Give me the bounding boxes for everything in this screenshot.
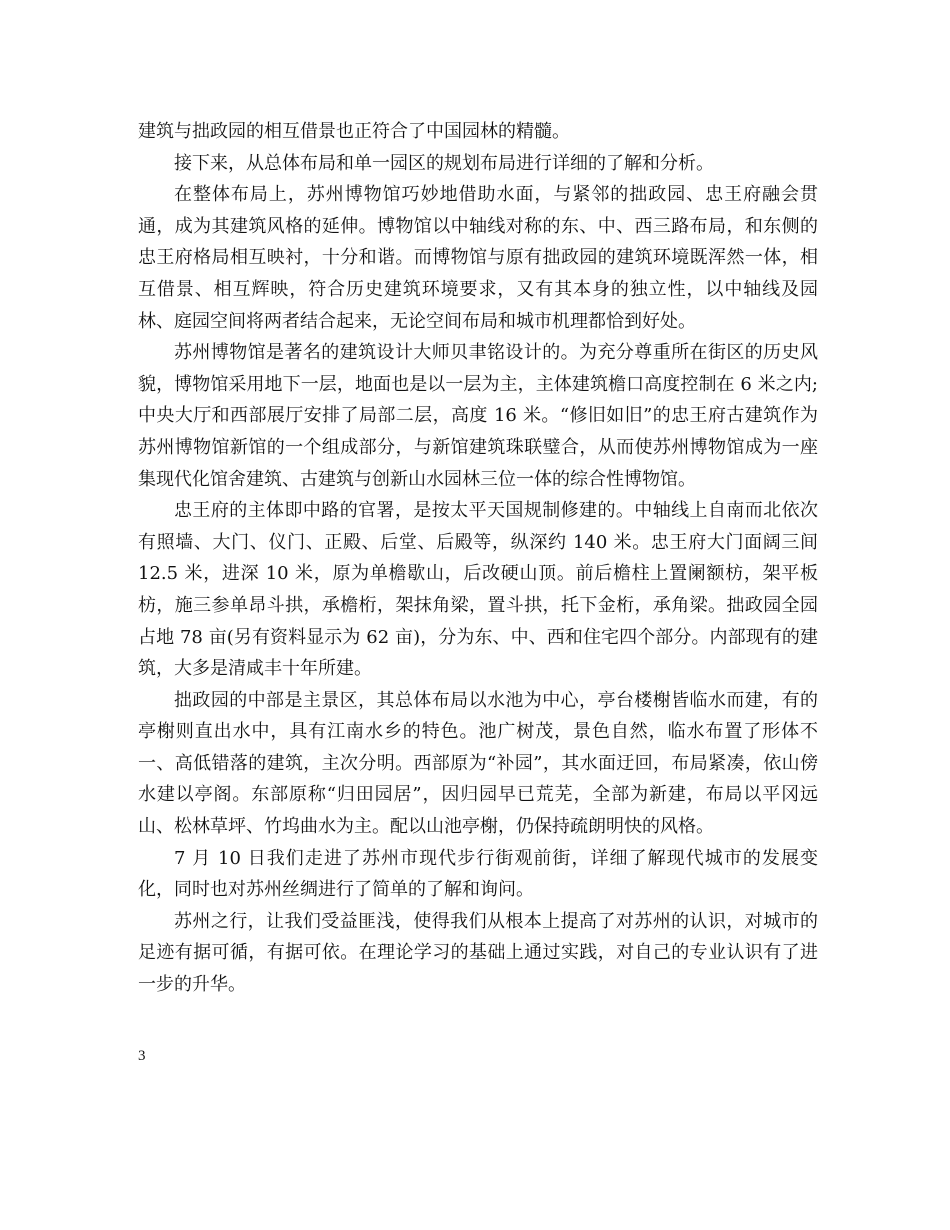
paragraph: 建筑与拙政园的相互借景也正符合了中国园林的精髓。 bbox=[138, 121, 570, 142]
page-number: 3 bbox=[138, 1048, 146, 1064]
paragraph: 忠王府的主体即中路的官署，是按太平天国规制修建的。中轴线上自南而北依次有照墙、大门、仪门、正殿、后堂、后殿等，纵深约 140 米。忠王府大门面阔三间 12.5 米，进深 10 米，原为单檐歇山，后改硬山顶。前后檐柱上置阑额枋，架平板枋，施三参单昂斗拱，承檐桁，架抹角梁，置斗拱，托下金桁，承角梁。拙政园全园占地 78 亩(另有资料显示为 62 亩)，分为东、中、西和住宅四个部分。内部现有的建筑，大多是清咸丰十年所建。 bbox=[138, 500, 818, 680]
paragraph: 在整体布局上，苏州博物馆巧妙地借助水面，与紧邻的拙政园、忠王府融会贯通，成为其建筑风格的延伸。博物馆以中轴线对称的东、中、西三路布局，和东侧的忠王府格局相互映衬，十分和谐。而博物馆与原有拙政园的建筑环境既浑然一体，相互借景、相互辉映，符合历史建筑环境要求，又有其本身的独立性，以中轴线及园林、庭园空间将两者结合起来，无论空间布局和城市机理都恰到好处。 bbox=[138, 184, 818, 332]
paragraph: 拙政园的中部是主景区，其总体布局以水池为中心，亭台楼榭皆临水而建，有的亭榭则直出水中，具有江南水乡的特色。池广树茂，景色自然，临水布置了形体不一、高低错落的建筑，主次分明。西部原为“补园”，其水面迂回，布局紧凑，依山傍水建以亭阁。东部原称“归田园居”，因归园早已荒芜，全部为新建，布局以平冈远山、松林草坪、竹坞曲水为主。配以山池亭榭，仍保持疏朗明快的风格。 bbox=[138, 689, 818, 838]
paragraph: 苏州博物馆是著名的建筑设计大师贝聿铭设计的。为充分尊重所在街区的历史风貌，博物馆采用地下一层，地面也是以一层为主，主体建筑檐口高度控制在 6 米之内;中央大厅和西部展厅安排了局部二层，高度 16 米。“修旧如旧”的忠王府古建筑作为苏州博物馆新馆的一个组成部分，与新馆建筑珠联璧合，从而使苏州博物馆成为一座集现代化馆舍建筑、古建筑与创新山水园林三位一体的综合性博物馆。 bbox=[138, 342, 818, 490]
document-body bbox=[138, 116, 818, 1001]
paragraph: 接下来，从总体布局和单一园区的规划布局进行详细的了解和分析。 bbox=[174, 152, 714, 174]
paragraph: 苏州之行，让我们受益匪浅，使得我们从根本上提高了对苏州的认识，对城市的足迹有据可循，有据可依。在理论学习的基础上通过实践，对自己的专业认识有了进一步的升华。 bbox=[138, 910, 818, 996]
paragraph: 7 月 10 日我们走进了苏州市现代步行街观前街，详细了解现代城市的发展变化，同时也对苏州丝绸进行了简单的了解和询问。 bbox=[138, 847, 818, 901]
